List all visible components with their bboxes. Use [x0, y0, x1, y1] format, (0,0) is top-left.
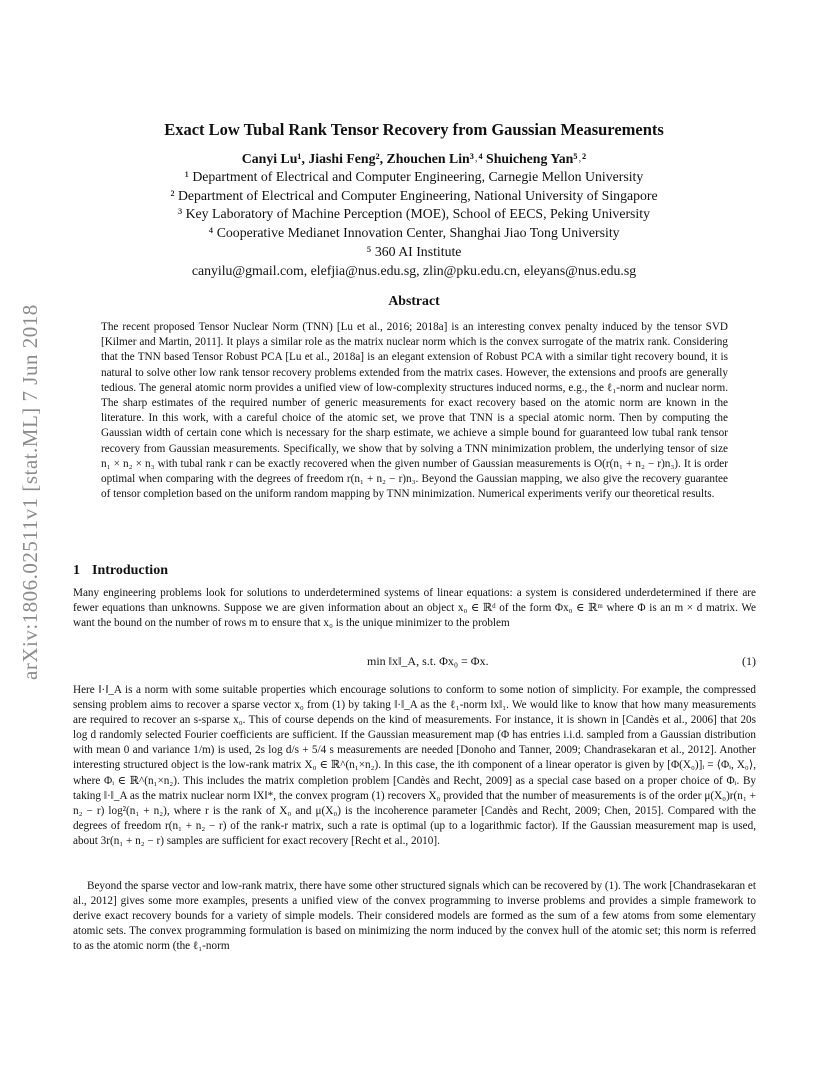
- affiliation-2: ² Department of Electrical and Computer Engineering, National University of Singapore: [170, 188, 658, 203]
- intro-paragraph-3: Beyond the sparse vector and low-rank matrix, there have some other structured signals which can be recovered by (1). The work [Chandrasekaran et al., 2012] gives some more examples, presents a unified view of the convex programming to inverse problems and provides a simple framework to derive exact recovery bounds for a variety of simple models. Their considered models are formed as the sum of a few atoms from some elementary atomic sets. The convex programming formulation is based on minimizing the norm induced by the convex hull of the atomic set; this norm is referred to as the atomic norm (the ℓ₁-norm: [73, 880, 756, 953]
- abstract-text: The recent proposed Tensor Nuclear Norm (TNN) [Lu et al., 2016; 2018a] is an interesting convex penalty induced by the tensor SVD [Kilmer and Martin, 2011]. It plays a similar role as the matrix nuclear norm which is the convex surrogate of the matrix rank. Considering that the TNN based Tensor Robust PCA [Lu et al., 2018a] is an elegant extension of Robust PCA with a similar tight recovery bound, it is natural to solve other low rank tensor recovery problems extended from the matrix cases. However, the extensions and proofs are generally tedious. The general atomic norm provides a unified view of low-complexity structures induced norms, e.g., the ℓ₁-norm and nuclear norm. The sharp estimates of the required number of generic measurements for exact recovery based on the atomic norm are known in the literature. In this work, with a careful choice of the atomic set, we prove that TNN is a special atomic norm. Then by computing the Gaussian width of certain cone which is necessary for the sharp estimate, we achieve a simple bound for guaranteed low tubal rank tensor recovery from Gaussian measurements. Specifically, we show that by solving a TNN minimization problem, the underlying tensor of size n₁ × n₂ × n₃ with tubal rank r can be exactly recovered when the given number of Gaussian measurements is O(r(n₁ + n₂ − r)n₃). It is order optimal when comparing with the degrees of freedom r(n₁ + n₂ − r)n₃. Beyond the Gaussian mapping, we also give the recovery guarantee of tensor completion based on the uniform random mapping by TNN minimization. Numerical experiments verify our theoretical results.: [101, 321, 728, 501]
- author-emails: canyilu@gmail.com, elefjia@nus.edu.sg, zlin@pku.edu.cn, eleyans@nus.edu.sg: [191, 263, 637, 278]
- affiliation-5: ⁵ 360 AI Institute: [366, 244, 462, 259]
- affiliation-4: ⁴ Cooperative Medianet Innovation Center, Shanghai Jiao Tong University: [208, 225, 620, 240]
- abstract-heading: Abstract: [388, 293, 440, 308]
- section-number: 1: [73, 563, 80, 578]
- author-list: Canyi Lu¹, Jiashi Feng², Zhouchen Lin³˒⁴ Shuicheng Yan⁵˒²: [241, 151, 587, 166]
- intro-paragraph-1: Many engineering problems look for solutions to underdetermined systems of linear equations: a system is considered underdetermined if there are fewer equations than unknowns. Suppose we are given information about an object x₀ ∈ ℝᵈ of the form Φx₀ ∈ ℝᵐ where Φ is an m × d matrix. We want the bound on the number of rows m to ensure that x₀ is the unique minimizer to the problem: [73, 587, 756, 630]
- affiliation-1: ¹ Department of Electrical and Computer Engineering, Carnegie Mellon University: [184, 169, 644, 184]
- equation-number: (1): [742, 654, 756, 668]
- equation-body: min ‖x‖_A, s.t. Φx₀ = Φx.: [367, 654, 489, 668]
- intro-paragraph-2: Here ‖·‖_A is a norm with some suitable properties which encourage solutions to conform to some notion of simplicity. For example, the compressed sensing problem aims to recover a sparse vector x₀ from (1) by taking ‖·‖_A as the ℓ₁-norm ‖x‖₁. We would like to know that how many measurements are required to recover an s-sparse x₀. This of course depends on the kind of measurements. For instance, it is shown in [Candès et al., 2006] that 20s log d randomly selected Fourier coefficients are sufficient. If the Gaussian measurement map (Φ has entries i.i.d. sampled from a Gaussian distribution with mean 0 and variance 1/m) is used, 2s log d/s + 5/4 s measurements are needed [Donoho and Tanner, 2009; Chandrasekaran et al., 2012]. Another interesting structured object is the low-rank matrix X₀ ∈ ℝ^(n₁×n₂). In this case, the ith component of a linear operator is given by [Φ(X₀)]ᵢ = ⟨Φᵢ, X₀⟩, where Φᵢ ∈ ℝ^(n₁×n₂). This includes the matrix completion problem [Candès and Recht, 2009] as a special case based on a proper choice of Φᵢ. By taking ‖·‖_A as the matrix nuclear norm ‖X‖*, the convex program (1) recovers X₀ provided that the number of measurements is of the order μ(X₀)r(n₁ + n₂ − r) log²(n₁ + n₂), where r is the rank of X₀ and μ(X₀) is the incoherence parameter [Candès and Recht, 2009; Chen, 2015]. Compared with the degrees of freedom r(n₁ + n₂ − r) of the rank-r matrix, such a rate is optimal (up to a logarithmic factor). If the Gaussian measurement map is used, about 3r(n₁ + n₂ − r) samples are sufficient for exact recovery [Recht et al., 2010].: [73, 684, 756, 847]
- affiliation-3: ³ Key Laboratory of Machine Perception (MOE), School of EECS, Peking University: [178, 206, 650, 221]
- arxiv-identifier: arXiv:1806.02511v1 [stat.ML] 7 Jun 2018: [18, 304, 42, 680]
- paper-title: Exact Low Tubal Rank Tensor Recovery from Gaussian Measurements: [164, 120, 664, 139]
- section-heading: [73, 563, 168, 579]
- section-title: Introduction: [92, 563, 168, 578]
